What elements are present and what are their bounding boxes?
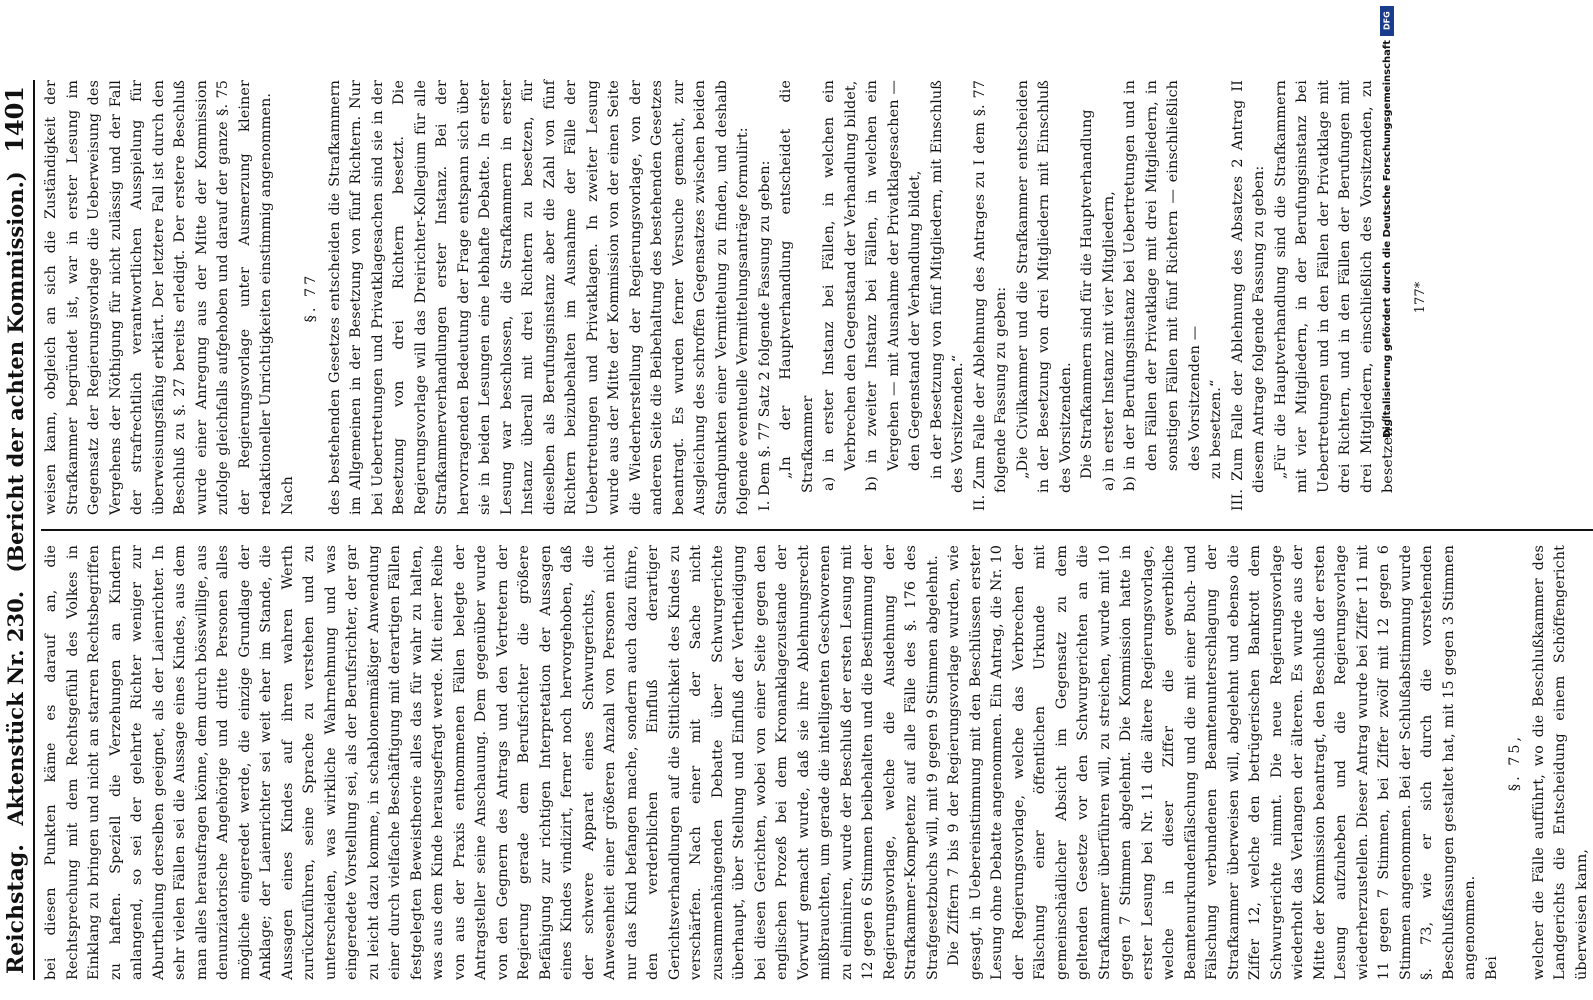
antrag-ii-b: b) in der Berufungsinstanz bei Uebertretungen und in den Fällen der Privatklage mit drei Mitgliedern, in sonstigen Fällen mit fünf Richtern — einschließlich des Vorsitzenden — [1122,80,1203,491]
digitization-credit [1379,6,1395,706]
paragraph-nach: Nach [279,476,296,515]
antrag-ii: II. Zum Falle der Ablehnung des Antrages zu I dem §. 77 folgende Fassung zu geben: [971,80,1009,511]
antrag-i-a: a) in erster Instanz bei Fällen, in welchen ein Verbrechen den Gegenstand der Verhandlung bildet, [821,80,859,491]
dfg-logo-icon: DFG [1380,6,1394,36]
signature-mark: 177* [1412,281,1428,314]
paragraph: des bestehenden Gesetzes entscheiden die Strafkammern im Allgemeinen in der Besetzung von fünf Richtern. Nur bei Uebertretungen und Privatklagesachen sind sie in der Besetzung von drei Richtern besetzt. Die Regierungsvorlage will das Dreirichter-Kollegium für alle Strafkammerverhandlungen erster Instanz. Bei der hervorragenden Bedeutung der Frage entspann sich über sie in beiden Lesungen eine lebhafte Debatte. In erster Lesung war beschlossen, die Strafkammern in erster Instanz überall mit drei Richtern zu besetzen, für dieselben als Berufungsinstanz aber die Zahl von fünf Richtern beizubehalten im Ausnahme der Fälle der Uebertretungen und Privatklagen. In zweiter Lesung wurde aus der Mitte der Kommission von der einen Seite die Wiederherstellung der Regierungsvorlage, von der anderen Seite die Beibehaltung des bestehenden Gesetzes beantragt. Es wurden ferner Versuche gemacht, zur Ausgleichung des schroffen Gegensatzes zwischen beiden Standpunkten einer Vermittelung zu finden, und deshalb folgende eventuelle Vermittelungsanträge formulirt: [326,80,751,515]
antrag-i: I. Dem §. 77 Satz 2 folgende Fassung zu geben: [756,160,773,511]
text-columns [35,80,1593,980]
antrag-iii: III. Zum Falle der Ablehnung des Absatzes 2 Antrag II diesem Antrage folgende Fassung zu geben: [1229,80,1267,511]
page-number: 1401 [0,86,29,153]
antrag-ii-quote: „Die Civilkammer und die Strafkammer entscheiden in der Besetzung von drei Mitgliedern mit Einschluß des Vorsitzenden. [1014,80,1074,493]
section-77-heading: §. 77 [303,272,319,323]
left-column [41,545,1593,980]
paragraph: bei diesen Punkten käme es darauf an, die Rechtsprechung mit dem Rechtsgefühl des Volkes in Einklang zu bringen und nicht an starren Rechtsbegriffen zu haften. Speziell die Verzehungen an Kindern anlangend, so sei der gelehrte Richter weniger zur Aburtheilung derselben geeignet, als der Laienrichter. In sehr vielen Fällen sei die Aussage eines Kindes, aus dem man alles herausfragen könne, dem durch bösswillige, aus denunziatorische Angehörige und dritte Personen alles mögliche eingeredet werde, die einzige Grundlage der Anklage; der Laienrichter sei weit eher im Stande, die Aussagen eines Kindes auf ihren wahren Werth zurückzuführen, seine Sprache zu verstehen und zu unterscheiden, was wirkliche Wahrnehmung und was eingeredete Vorstellung sei, als der Berufsrichter, der gar zu leicht dazu komme, in schablonenmäßiger Anwendung einer durch vielfache Beschäftigung mit derartigen Fällen festgelegten Beweistheorie alles das für wahr zu halten, was aus dem Kinde herausgefragt werde. Mit einer Reihe von aus der Praxis entnommenen Fällen belegte der Antragsteller seine Anschauung. Dem gegenüber wurde von den Gegnern des Antrags und den Vertretern der Regierung gerade dem Berufsrichter die größere Befähigung zur richtigen Interpretation der Aussagen eines Kindes vindizirt, ferner noch hervorgehoben, daß der schwere Apparat eines Schwurgerichts, die Anwesenheit einer größeren Anzahl von Personen nicht nur das Kind befangen mache, sondern auch dazu führe, den verderblichen Einfluß derartiger Gerichtsverhandlungen auf die Sittlichkeit des Kindes zu verschärfen. Nach einer mit der Sache nicht zusammenhängenden Debatte über Schwurgerichte überhaupt, über Stellung und Einfluß der Vertheidigung bei diesen Gerichten, wobei von einer Seite gegen den englischen Prozeß bei dem Kronanklagezustande der Vorwurf gemacht wurde, daß sie ihre Ablehnungsrecht mißbrauchten, um gerade die intelligenten Geschworenen zu eliminiren, wurde der Beschluß der ersten Lesung mit 12 gegen 6 Stimmen beibehalten und die Bestimmung der Regierungsvorlage, welche die Ausdehnung der Strafkammer-Kompetenz auf alle Fälle des §. 176 des Strafgesetzbuchs will, mit 9 gegen 9 Stimmen abgelehnt. [43,545,941,980]
paragraph: welcher die Fälle aufführt, wo die Beschlußkammer des Landgerichts die Entscheidung einem Schöffengericht überweisen kann, [1530,545,1590,980]
header-reichstag: Reichstag. [3,844,29,974]
paragraph-bei: Bei [1483,956,1500,980]
credit-text: Digitalisierung gefördert durch die Deutsche Forschungsgemeinschaft [1381,40,1393,438]
antrag-ii-end: zu besetzen.“ [1208,379,1224,479]
antrag-iii-quote: „Für die Hauptverhandlung sind die Strafkammern mit vier Mitgliedern, in der Berufungsinstanz bei Uebertretungen und in den Fällen der Privatklage mit drei Richtern, und in den Fällen der Berufungen mit drei Mitgliedern, einschließlich des Vorsitzenden, zu besetzen.“ [1272,80,1396,493]
antrag-i-b: b) in zweiter Instanz bei Fällen, in welchen ein Vergehen — mit Ausnahme der Privatklagesachen — den Gegenstand der Verhandlung bildet, [864,80,923,491]
antrag-i-quote: „In der Hauptverhandlung entscheidet die Strafkammer [778,80,816,493]
paragraph: Die Ziffern 7 bis 9 der Regierungsvorlage wurden, wie gesagt, in Uebereinstimmung mit den Beschlüssen erster Lesung ohne Debatte angenommen. Ein Antrag, die Nr. 10 der Regierungsvorlage, welche das Verbrechen der Fälschung einer öffentlichen Urkunde mit gemeinschädlicher Absicht im Gegensatz zu dem geltenden Gesetze vor den Schwurgerichten an die Strafkammer überführen will, zu streichen, wurde mit 10 gegen 7 Stimmen abgelehnt. Die Kommission hatte in erster Lesung bei Nr. 11 die ältere Regierungsvorlage, welche in dieser Ziffer die gewerbliche Beamtenurkundenfälschung und die mit einer Buch- und Fälschung verbundenen Beamtenunterschlagung der Strafkammer überweisen will, abgelehnt und ebenso die Ziffer 12, welche den betrügerischen Bankrott dem Schwurgerichte nimmt. Die neue Regierungsvorlage wiederholt das Verlangen der älteren. Es wurde aus der Mitte der Kommission beantragt, den Beschluß der ersten Lesung aufzuheben und die Regierungsvorlage wiederherzustellen. Dieser Antrag wurde bei Ziffer 11 mit 11 gegen 7 Stimmen, bei Ziffer zwölf mit 12 gegen 6 Stimmen angenommen. Bei der Schlußabstimmung wurde §. 73, wie er sich durch die vorstehenden Beschlußfassungen gestaltet hat, mit 15 gegen 3 Stimmen angenommen. [946,545,1478,980]
section-75-heading: §. 75, [1507,733,1523,792]
antrag-ii-text: Die Strafkammern sind für die Hauptverhandlung [1079,109,1095,479]
page-header [0,80,35,980]
antrag-ii-a: a) in erster Instanz mit vier Mitgliedern, [1100,191,1117,491]
header-aktenstueck: Aktenstück Nr. 230. [3,590,28,826]
header-bericht: (Bericht der achten Kommission.) [3,171,28,573]
column-divider [41,529,1593,531]
antrag-i-c: in der Besetzung von fünf Mitgliedern, mit Einschluß des Vorsitzenden.“ [928,80,966,493]
paragraph: weisen kann, obgleich an sich die Zuständigkeit der Strafkammer begründet ist, war in erster Lesung im Gegensatz der Regierungsvorlage die Ueberweisung des Vergehens der Nöthigung für nicht zulässig und der Fall der strafrechtlich verantwortlichen Ausspielung für überweisungsfähig erklärt. Der letztere Fall ist durch den Beschluß zu §. 27 bereits erledigt. Der erstere Beschluß wurde einer Anregung aus der Mitte der Kommission zufolge gleichfalls aufgehoben und darauf der ganze §. 75 der Regierungsvorlage unter Ausmerzung kleiner redaktioneller Unrichtigkeiten einstimmig angenommen. [43,80,274,515]
right-column [41,80,1593,515]
